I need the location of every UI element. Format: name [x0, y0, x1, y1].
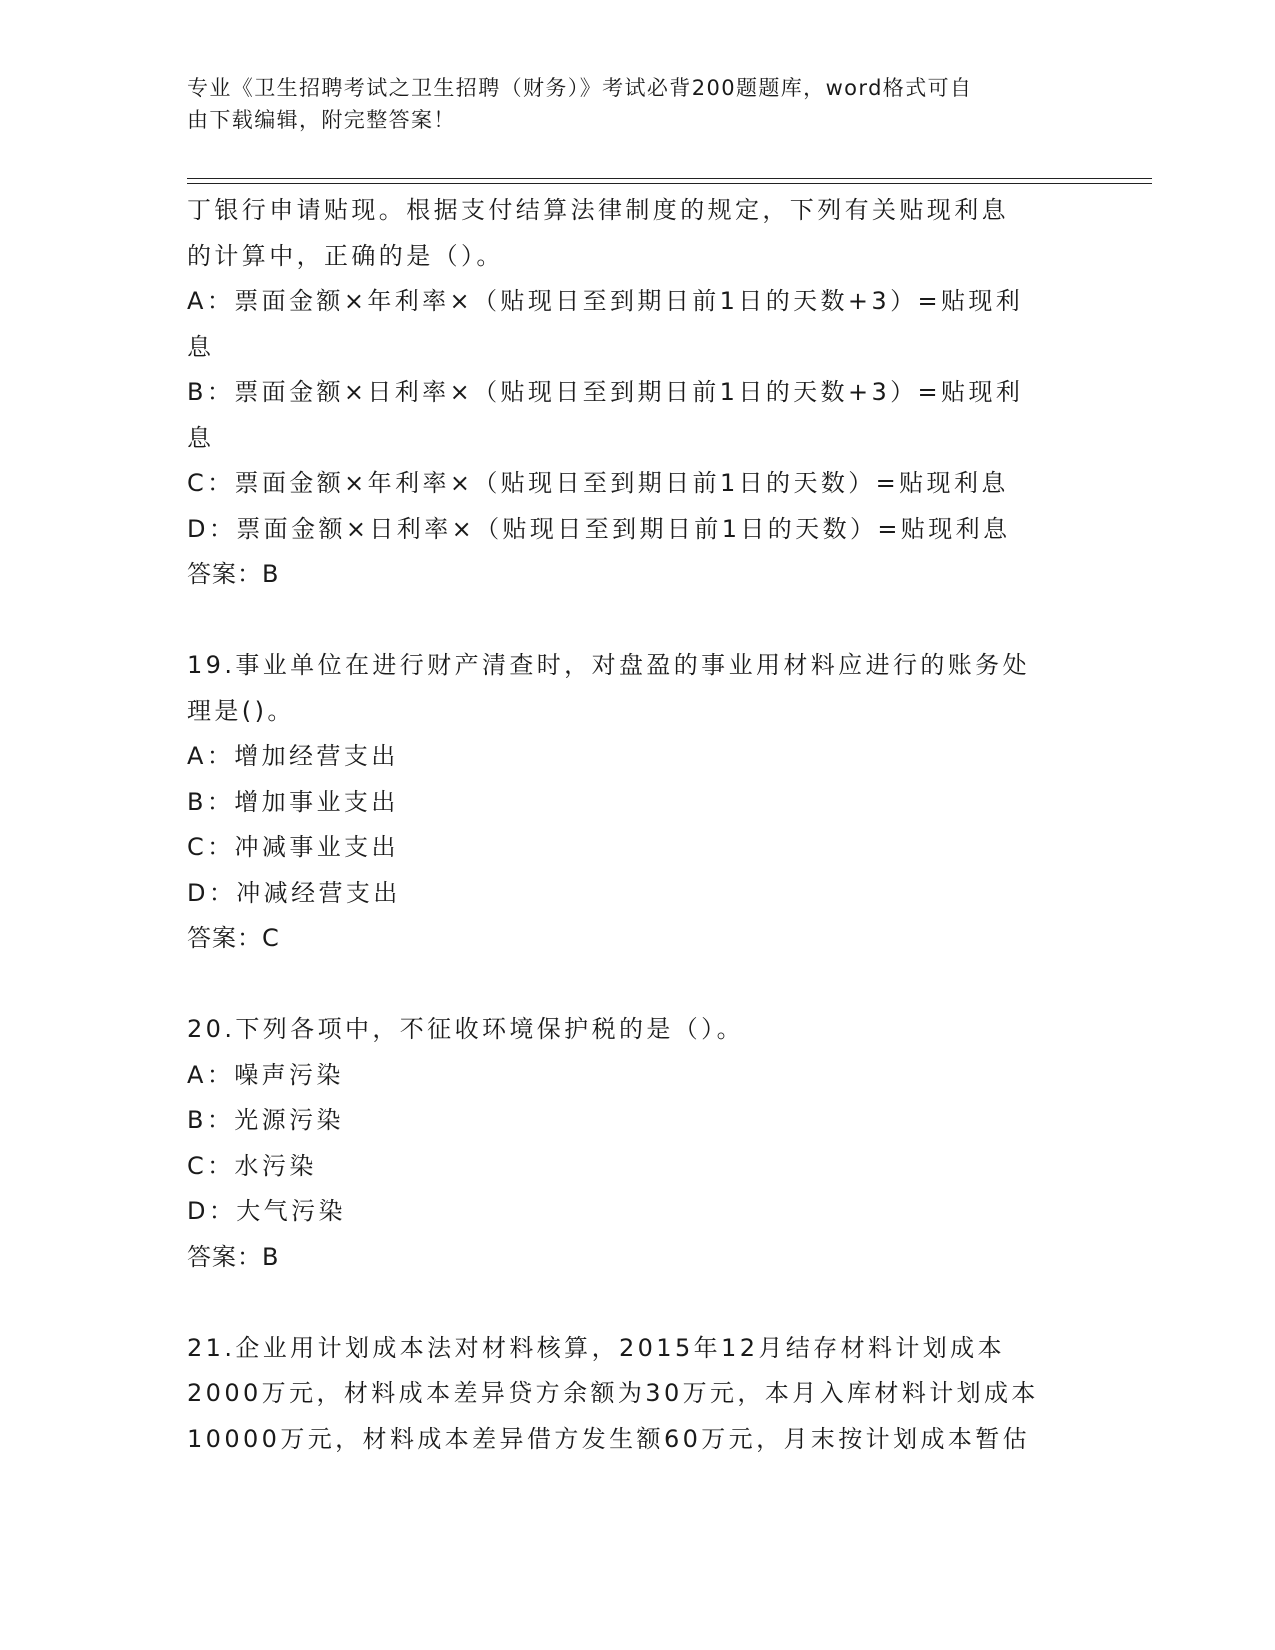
- question-stem: 10000万元，材料成本差异借方发生额60万元，月末按计划成本暂估: [187, 1424, 1031, 1453]
- spacer: [187, 1280, 1092, 1326]
- option-c: C：票面金额×年利率×（贴现日至到期日前1日的天数）=贴现利息: [187, 469, 1009, 497]
- answer: 答案：B: [187, 1242, 280, 1271]
- question-stem: 丁银行申请贴现。根据支付结算法律制度的规定，下列有关贴现利息: [187, 196, 1009, 224]
- header-line: 专业《卫生招聘考试之卫生招聘（财务）》考试必背200题题库，word格式可自: [187, 76, 973, 100]
- option-d: D：大气污染: [187, 1197, 346, 1225]
- question-stem: 理是()。: [187, 696, 295, 725]
- spacer: [187, 598, 1092, 644]
- spacer: [187, 962, 1092, 1008]
- answer: 答案：C: [187, 924, 280, 952]
- option-d: D：冲减经营支出: [187, 878, 401, 907]
- question-stem: 的计算中，正确的是（）。: [187, 241, 504, 270]
- question-stem: 2000万元，材料成本差异贷方余额为30万元，本月入库材料计划成本: [187, 1379, 1039, 1407]
- option-b: B：票面金额×日利率×（贴现日至到期日前1日的天数+3）=贴现利: [187, 378, 1024, 406]
- question-stem: 20.下列各项中，不征收环境保护税的是（）。: [187, 1015, 744, 1043]
- option-a: A：噪声污染: [187, 1060, 344, 1089]
- option-b: 息: [187, 423, 215, 452]
- option-c: C：冲减事业支出: [187, 833, 399, 861]
- document-body: [187, 188, 1092, 1462]
- document-header: [187, 72, 1067, 136]
- header-line: 由下载编辑，附完整答案！: [187, 108, 456, 132]
- option-d: D：票面金额×日利率×（贴现日至到期日前1日的天数）=贴现利息: [187, 514, 1011, 543]
- header-divider-top: [187, 178, 1152, 179]
- option-b: B：光源污染: [187, 1106, 344, 1134]
- option-a: 息: [187, 332, 215, 361]
- question-stem: 19.事业单位在进行财产清查时，对盘盈的事业用材料应进行的账务处: [187, 651, 1030, 679]
- answer: 答案：B: [187, 560, 280, 588]
- option-a: A：票面金额×年利率×（贴现日至到期日前1日的天数+3）=贴现利: [187, 287, 1024, 315]
- option-a: A：增加经营支出: [187, 742, 399, 770]
- option-c: C：水污染: [187, 1151, 317, 1180]
- question-stem: 21.企业用计划成本法对材料核算，2015年12月结存材料计划成本: [187, 1333, 1005, 1362]
- header-divider-bottom: [187, 183, 1152, 184]
- option-b: B：增加事业支出: [187, 787, 399, 816]
